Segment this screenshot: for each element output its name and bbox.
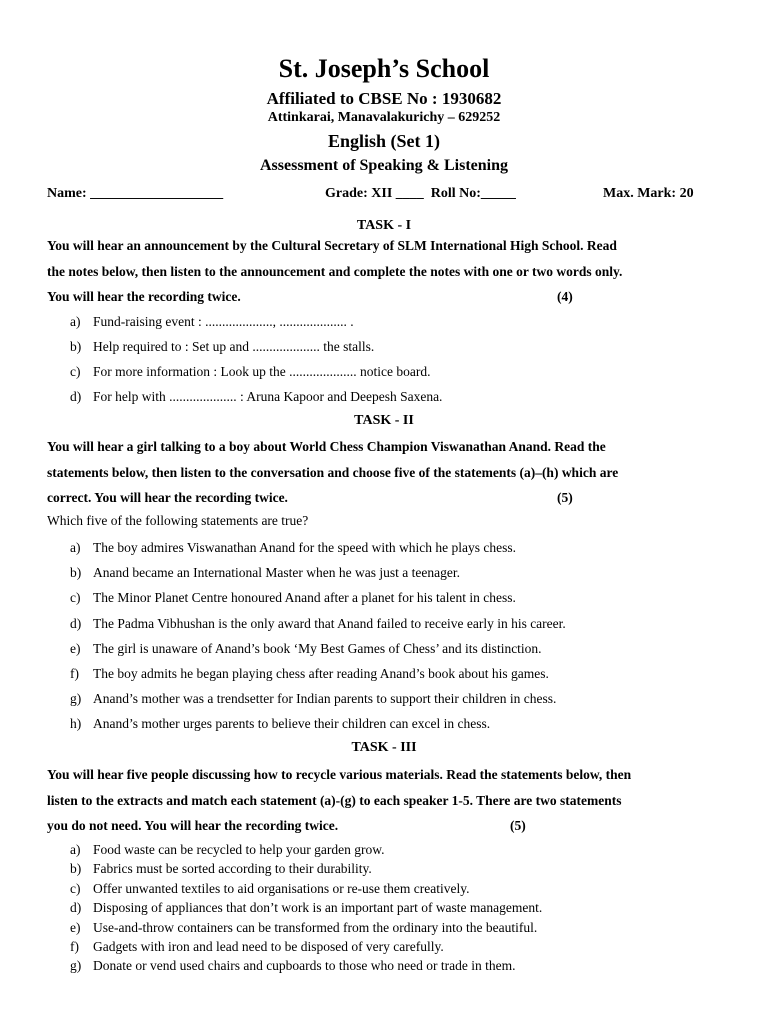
item-letter: a) — [70, 842, 81, 857]
item-letter: c) — [70, 590, 81, 606]
item-letter: a) — [70, 540, 81, 555]
item-text: Anand became an International Master when he was just a teenager. — [93, 565, 460, 581]
item-letter: a) — [70, 314, 81, 329]
item-letter: d) — [70, 389, 82, 404]
school-name: St. Joseph’s School — [278, 54, 490, 83]
assessment-title: Assessment of Speaking & Listening — [259, 157, 509, 174]
list-item — [70, 535, 730, 560]
item-text: Help required to : Set up and .................... the stalls. — [93, 339, 375, 354]
item-letter: c) — [70, 880, 81, 896]
task-1-instructions — [47, 233, 727, 310]
list-item — [70, 334, 730, 359]
affiliation-line: Affiliated to CBSE No : 1930682 — [266, 89, 502, 108]
task-3-list — [70, 840, 730, 976]
item-text: Donate or vend used chairs and cupboards to those who need or trade in them. — [93, 958, 516, 974]
instruction-line: You will hear the recording twice. — [47, 289, 241, 304]
list-item — [70, 859, 730, 878]
item-text: Use-and-throw containers can be transformed from the ordinary into the beautiful. — [93, 919, 538, 935]
task-1-list — [70, 309, 730, 409]
list-item — [70, 585, 730, 610]
grade-roll-field: Grade: XII ____ Roll No:_____ — [325, 186, 516, 201]
item-letter: b) — [70, 339, 82, 354]
item-text: Offer unwanted textiles to aid organisations or re-use them creatively. — [93, 880, 470, 896]
item-letter: b) — [70, 565, 82, 581]
item-letter: d) — [70, 615, 82, 631]
list-item — [70, 898, 730, 917]
list-item — [70, 840, 730, 859]
list-item — [70, 937, 730, 956]
item-letter: f) — [70, 938, 79, 954]
list-item — [70, 879, 730, 898]
item-text: The girl is unaware of Anand’s book ‘My Best Games of Chess’ and its distinction. — [93, 640, 542, 656]
item-text: Gadgets with iron and lead need to be disposed of very carefully. — [93, 938, 444, 954]
item-text: Food waste can be recycled to help your garden grow. — [93, 842, 385, 857]
item-text: For more information : Look up the .................... notice board. — [93, 364, 431, 379]
instruction-line: the notes below, then listen to the announcement and complete the notes with one or two words only. — [47, 263, 623, 279]
subject-title: English (Set 1) — [327, 131, 441, 151]
list-item — [70, 636, 730, 661]
instruction-line: statements below, then listen to the conversation and choose five of the statements (a)–(h) which are — [47, 464, 619, 480]
task-2-heading: TASK - II — [354, 413, 414, 428]
item-letter: c) — [70, 364, 81, 379]
list-item — [70, 661, 730, 686]
item-text: The Padma Vibhushan is the only award that Anand failed to receive early in his career. — [93, 615, 566, 631]
item-letter: h) — [70, 716, 82, 732]
item-letter: d) — [70, 900, 82, 916]
item-text: Disposing of appliances that don’t work is an important part of waste management. — [93, 900, 543, 916]
item-letter: b) — [70, 861, 82, 877]
list-item — [70, 686, 730, 711]
item-letter: f) — [70, 665, 79, 681]
list-item — [70, 384, 730, 409]
item-text: Fabrics must be sorted according to their durability. — [93, 861, 372, 877]
item-text: The Minor Planet Centre honoured Anand after a planet for his talent in chess. — [93, 590, 516, 606]
max-mark: Max. Mark: 20 — [603, 186, 694, 201]
list-item — [70, 611, 730, 636]
instruction-line: correct. You will hear the recording twice. — [47, 490, 288, 505]
instruction-line: you do not need. You will hear the recording twice. — [47, 818, 339, 833]
instruction-line: You will hear an announcement by the Cultural Secretary of SLM International High School. Read — [47, 238, 617, 253]
instruction-line: You will hear a girl talking to a boy about World Chess Champion Viswanathan Anand. Read the — [47, 439, 606, 454]
task-1-marks: (4) — [557, 289, 573, 304]
list-item — [70, 711, 730, 736]
task-2-question: Which five of the following statements are true? — [47, 513, 309, 528]
list-item — [70, 309, 730, 334]
name-field: Name: ___________________ — [47, 186, 224, 201]
task-3-heading: TASK - III — [351, 740, 417, 755]
item-letter: e) — [70, 919, 81, 935]
item-letter: g) — [70, 691, 82, 707]
item-text: Fund-raising event : ...................., .................... . — [93, 314, 354, 329]
item-text: For help with .................... : Aruna Kapoor and Deepesh Saxena. — [93, 389, 443, 404]
task-2-instructions — [47, 434, 727, 511]
task-3-marks: (5) — [510, 818, 526, 833]
task-2-marks: (5) — [557, 490, 573, 505]
school-address: Attinkarai, Manavalakurichy – 629252 — [267, 110, 501, 125]
item-text: The boy admits he began playing chess after reading Anand’s book about his games. — [93, 665, 549, 681]
item-letter: g) — [70, 958, 82, 974]
instruction-line: listen to the extracts and match each statement (a)-(g) to each speaker 1-5. There are two statements — [47, 792, 622, 808]
item-text: Anand’s mother urges parents to believe their children can excel in chess. — [93, 716, 491, 732]
list-item — [70, 359, 730, 384]
task-1-heading: TASK - I — [356, 218, 412, 233]
item-text: Anand’s mother was a trendsetter for Indian parents to support their children in chess. — [93, 691, 557, 707]
item-letter: e) — [70, 640, 81, 656]
list-item — [70, 918, 730, 937]
list-item — [70, 956, 730, 975]
instruction-line: You will hear five people discussing how to recycle various materials. Read the statements below, then — [47, 767, 632, 782]
task-3-instructions — [47, 762, 737, 839]
item-text: The boy admires Viswanathan Anand for the speed with which he plays chess. — [93, 540, 516, 555]
task-2-list — [70, 535, 730, 737]
list-item — [70, 560, 730, 585]
